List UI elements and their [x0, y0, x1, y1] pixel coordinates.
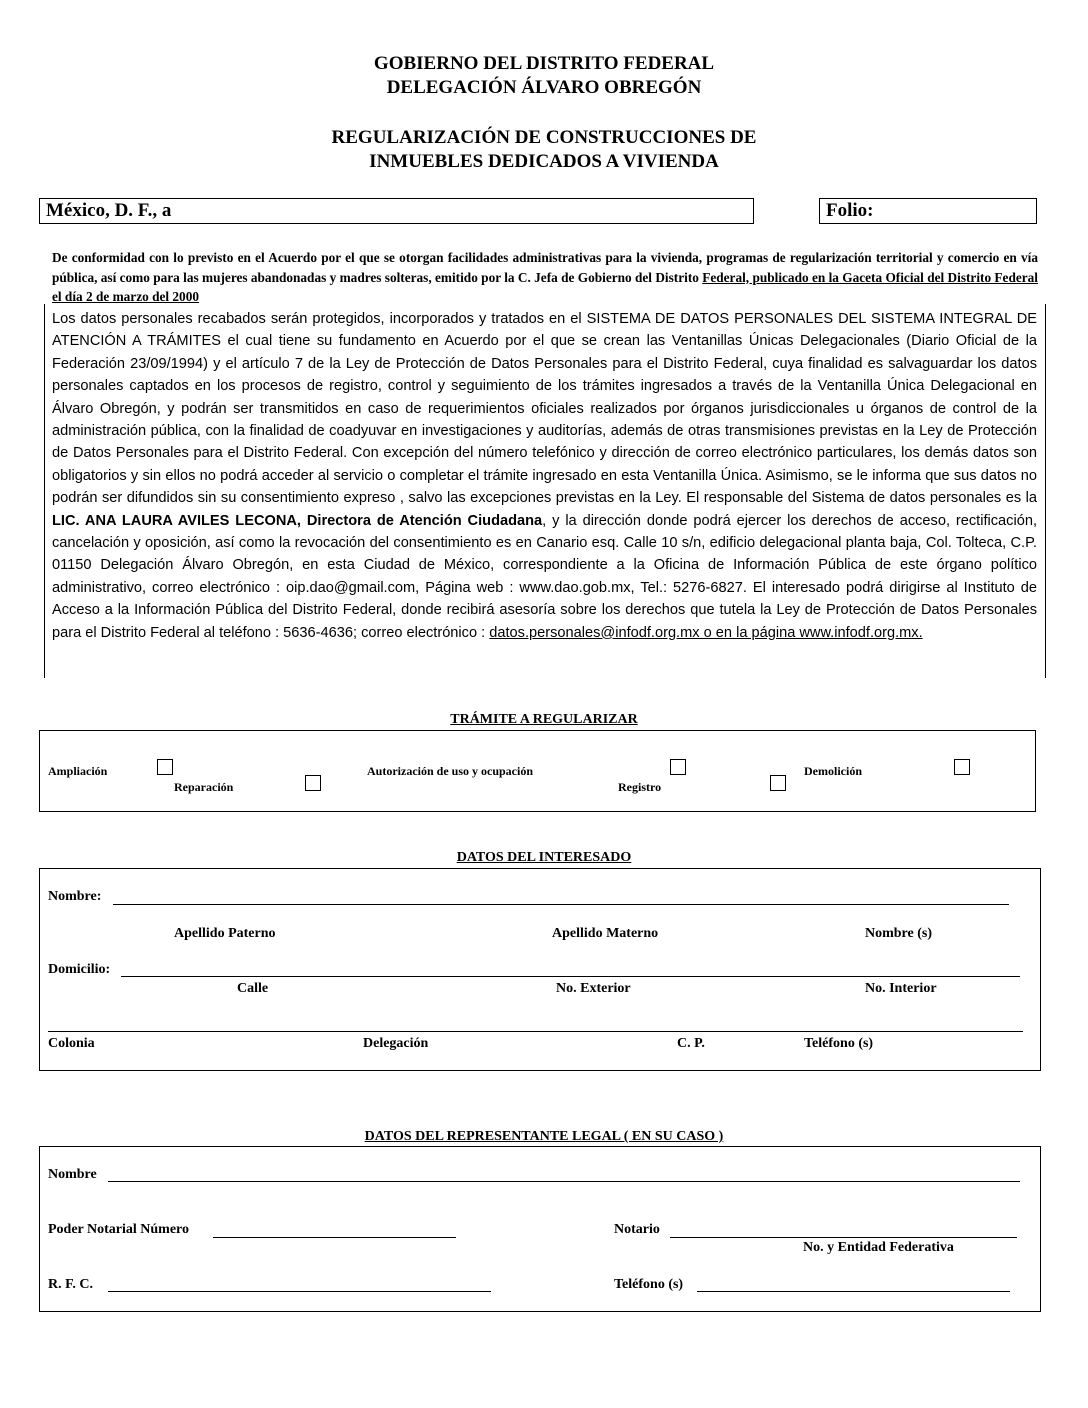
cp-label: C. P. — [677, 1036, 705, 1051]
privacy-border-right — [1045, 304, 1046, 678]
legal-intro-publication: Federal, publicado en la Gaceta Oficial del Distrito Federal el día 2 de marzo del 2000 — [52, 269, 1038, 304]
notario-label: Notario — [614, 1222, 660, 1237]
rfc-label: R. F. C. — [48, 1277, 93, 1292]
rep-telefono-label: Teléfono (s) — [614, 1277, 684, 1292]
nombre-input-line[interactable] — [113, 904, 1009, 905]
no-interior-label: No. Interior — [865, 981, 937, 996]
folio-label: Folio: — [826, 200, 874, 221]
ampliacion-checkbox[interactable] — [157, 759, 173, 775]
delegacion-label: Delegación — [363, 1036, 429, 1051]
autorizacion-label: Autorización de uso y ocupación — [367, 764, 534, 778]
telefono-label: Teléfono (s) — [804, 1036, 874, 1051]
place-date-field[interactable] — [39, 198, 754, 224]
colonia-input-line[interactable] — [48, 1031, 1023, 1032]
rep-nombre-label: Nombre — [48, 1167, 97, 1182]
place-date-label: México, D. F., a — [46, 200, 172, 221]
rep-telefono-input-line[interactable] — [697, 1291, 1010, 1292]
reparacion-checkbox[interactable] — [305, 775, 321, 791]
entidad-federativa-label: No. y Entidad Federativa — [803, 1240, 954, 1255]
infodf-link[interactable]: datos.personales@infodf.org.mx o en la página www.infodf.org.mx. — [489, 624, 923, 641]
apellido-materno-label: Apellido Materno — [552, 926, 659, 941]
folio-field[interactable] — [819, 198, 1037, 224]
autorizacion-checkbox[interactable] — [670, 759, 686, 775]
registro-checkbox[interactable] — [770, 775, 786, 791]
privacy-text-1: Los datos personales recabados serán protegidos, incorporados y tratados en el SISTEMA DE DATOS PERSONALES DEL SISTEMA INTEGRAL DE ATENCIÓN A TRÁMITES el cual tiene su fundamento en Acuerdo por el que se crean las Ventanillas Únicas Delegacionales (Diario Oficial de la Federación 23/09/1994) y el artículo 7 de la Ley de Protección de Datos Personales para el Distrito Federal, cuya finalidad es salvaguardar los datos personales captados en los procesos de registro, control y seguimiento de los trámites ingresados a través de la Ventanilla Única Delegacional en Álvaro Obregón, y podrán ser transmitidos en caso de requerimientos oficiales realizados por órganos jurisdiccionales u órganos de control de la administración pública, con la finalidad de coadyuvar en investigaciones y auditorías, además de otras transmisiones previstas en la Ley de Protección de Datos Personales para el Distrito Federal. Con excepción del número telefónico y dirección de correo electrónico particulares, los demás datos son obligatorios y sin ellos no podrá acceder al servicio o completar el trámite ingresado en esta Ventanilla Única. Asimismo, se le informa que sus datos no podrán ser difundidos sin su consentimiento expreso , salvo las excepciones previstas en la Ley. El responsable del Sistema de datos personales es la — [52, 311, 1037, 507]
government-name: GOBIERNO DEL DISTRITO FEDERAL — [373, 53, 715, 74]
apellido-paterno-label: Apellido Paterno — [174, 926, 276, 941]
registro-label: Registro — [618, 780, 662, 794]
rfc-input-line[interactable] — [108, 1291, 491, 1292]
representante-box — [39, 1146, 1041, 1312]
privacy-notice — [52, 308, 1037, 644]
calle-label: Calle — [237, 981, 269, 996]
demolicion-checkbox[interactable] — [954, 759, 970, 775]
privacy-text-2: , y la dirección donde podrá ejercer los derechos de acceso, rectificación, cancelación y oposición, así como la revocación del consentimiento es en Canario esq. Calle 10 s/n, edificio delegacional planta baja, Col. Tolteca, C.P. 01150 Delegación Álvaro Obregón, en esta Ciudad de México, correspondiente a la Oficina de Información Pública de este órgano político administrativo, correo electrónico : oip.dao@gmail.com, Página web : www.dao.gob.mx, Tel.: 5276-6827. El interesado podrá dirigirse al Instituto de Acceso a la Información Pública del Distrito Federal, donde recibirá asesoría sobre los derechos que tutela la Ley de Protección de Datos Personales para el Distrito Federal al teléfono : 5636-4636; correo electrónico : — [52, 512, 1037, 641]
domicilio-label: Domicilio: — [48, 962, 111, 977]
tramite-box — [39, 730, 1036, 812]
no-exterior-label: No. Exterior — [556, 981, 631, 996]
ampliacion-label: Ampliación — [48, 764, 108, 778]
poder-notarial-label: Poder Notarial Número — [48, 1222, 190, 1237]
form-title-line1: REGULARIZACIÓN DE CONSTRUCCIONES DE — [331, 127, 757, 148]
form-title-line2: INMUEBLES DEDICADOS A VIVIENDA — [369, 151, 719, 172]
legal-intro-text: De conformidad con lo previsto en el Acuerdo por el que se otorgan facilidades administrativas para la vivienda, programas de regularización territorial y comercio en vía pública, así como para las mujeres abandonadas y madres solteras, emitido por la C. Jefa de Gobierno del Distrito — [52, 250, 1038, 285]
poder-notarial-input-line[interactable] — [213, 1237, 456, 1238]
rep-nombre-input-line[interactable] — [108, 1181, 1020, 1182]
nombres-label: Nombre (s) — [865, 926, 933, 941]
interesado-box — [39, 868, 1041, 1071]
domicilio-input-line[interactable] — [121, 976, 1020, 977]
notario-input-line[interactable] — [670, 1237, 1017, 1238]
tramite-title: TRÁMITE A REGULARIZAR — [450, 712, 638, 727]
reparacion-label: Reparación — [174, 780, 234, 794]
delegation-name: DELEGACIÓN ÁLVARO OBREGÓN — [386, 77, 702, 98]
demolicion-label: Demolición — [804, 764, 862, 778]
legal-intro — [52, 248, 1038, 307]
privacy-border-left — [44, 304, 45, 678]
colonia-label: Colonia — [48, 1036, 95, 1051]
nombre-label: Nombre: — [48, 889, 102, 904]
privacy-responsible: LIC. ANA LAURA AVILES LECONA, Directora de Atención Ciudadana — [52, 512, 543, 529]
interesado-title: DATOS DEL INTERESADO — [456, 850, 632, 865]
representante-title: DATOS DEL REPRESENTANTE LEGAL ( EN SU CASO ) — [364, 1129, 724, 1144]
